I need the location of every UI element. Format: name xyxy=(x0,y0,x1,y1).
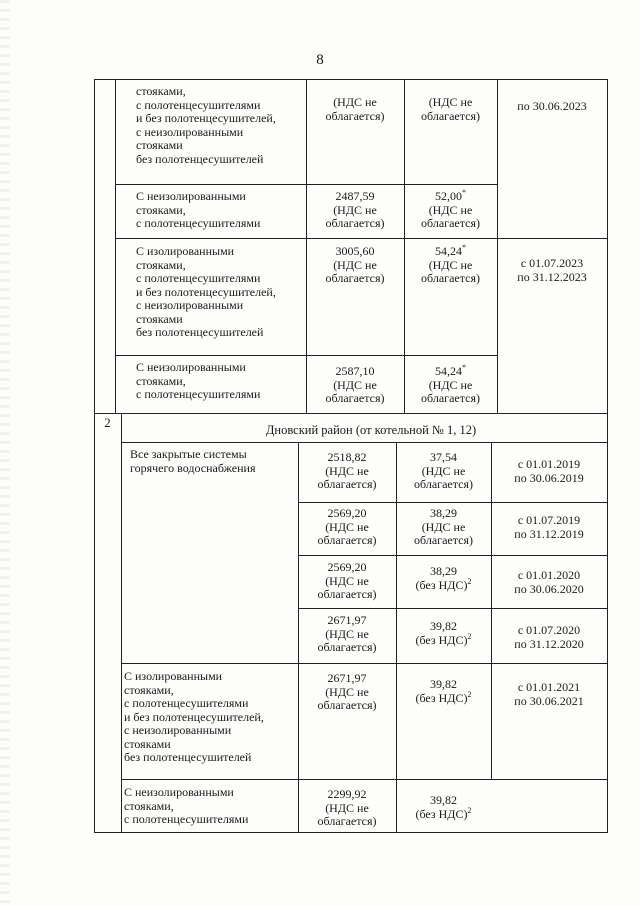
footnote-mark: 2 xyxy=(467,689,472,699)
table-row-divider xyxy=(298,555,608,556)
heat-value: 39,82 (без НДС) xyxy=(415,677,468,705)
heat-value: 38,29 (НДС не облагается) xyxy=(414,506,473,547)
heat-value: 52,00 xyxy=(435,189,462,203)
price-cell: 3005,60 (НДС не облагается) xyxy=(325,244,385,285)
footnote-mark: 2 xyxy=(467,805,472,815)
heat-value: 37,54 (НДС не облагается) xyxy=(414,450,473,491)
table-row-divider xyxy=(115,238,608,239)
footnote-mark: * xyxy=(462,363,466,372)
heat-cell xyxy=(396,617,491,650)
row-description: Все закрытые системы горячего водоснабжения xyxy=(130,447,256,475)
heat-note: (НДС не облагается) xyxy=(421,377,480,405)
page-number: 8 xyxy=(316,52,324,68)
row-description: С неизолированными стояками, с полотенцесушителями xyxy=(124,785,249,826)
heat-value: 54,24 xyxy=(435,244,462,258)
scan-edge-artifact xyxy=(0,0,10,905)
footnote-mark: 2 xyxy=(467,631,472,641)
heat-cell: (НДС не облагается) xyxy=(421,95,480,123)
price-cell: 2518,82 (НДС не облагается) xyxy=(317,450,377,491)
price-cell: 2299,92 (НДС не облагается) xyxy=(317,787,377,828)
heat-value: 39,82 (без НДС) xyxy=(415,619,468,647)
footnote-mark: * xyxy=(462,243,466,252)
price-cell: 2671,97 (НДС не облагается) xyxy=(317,671,377,712)
footnote-mark: * xyxy=(462,188,466,197)
table-col-divider xyxy=(497,79,498,413)
heat-note: (НДС не облагается) xyxy=(421,257,480,285)
table-col-divider xyxy=(115,79,116,413)
table-border-top xyxy=(94,79,608,80)
heat-cell xyxy=(404,187,497,234)
heat-note: (НДС не облагается) xyxy=(421,202,480,230)
table-row-divider xyxy=(298,502,608,503)
table-row-divider xyxy=(298,608,608,609)
period-cell: с 01.01.2019 по 30.06.2019 xyxy=(514,457,584,485)
table-border-right xyxy=(607,79,608,833)
table-row-divider xyxy=(121,442,608,443)
footnote-mark: 2 xyxy=(467,576,472,586)
period-cell: с 01.07.2023 по 31.12.2023 xyxy=(517,256,587,284)
row-description: стояками, с полотенцесушителями и без полотенцесушителей, с неизолированными стояками без полотенцесушителей xyxy=(136,84,276,166)
heat-cell xyxy=(396,562,491,595)
region-title: Дновский район (от котельной № 1, 12) xyxy=(265,423,477,437)
table-col-divider xyxy=(491,442,492,779)
table-border-bottom xyxy=(94,832,608,833)
row-description: С неизолированными стояками, с полотенцесушителями xyxy=(136,360,261,401)
table-border-left xyxy=(94,79,95,833)
price-cell: 2569,20 (НДС не облагается) xyxy=(317,560,377,601)
period-cell: с 01.07.2019 по 31.12.2019 xyxy=(514,513,584,541)
table-row-divider xyxy=(94,413,608,414)
price-cell: 2671,97 (НДС не облагается) xyxy=(317,613,377,654)
price-cell: 2487,59 (НДС не облагается) xyxy=(325,189,385,230)
price-cell: (НДС не облагается) xyxy=(325,95,385,123)
period-cell: с 01.07.2020 по 31.12.2020 xyxy=(514,623,584,651)
heat-cell xyxy=(404,362,497,409)
price-cell: 2587,10 (НДС не облагается) xyxy=(325,364,385,405)
heat-cell xyxy=(396,791,491,824)
heat-value: 39,82 (без НДС) xyxy=(415,793,468,821)
heat-cell xyxy=(396,675,491,708)
heat-cell xyxy=(404,242,497,289)
table-col-divider xyxy=(121,413,122,833)
period-cell: по 30.06.2023 xyxy=(517,99,587,113)
heat-value: 38,29 (без НДС) xyxy=(415,564,468,592)
heat-value: 54,24 xyxy=(435,364,462,378)
price-cell: 2569,20 (НДС не облагается) xyxy=(317,506,377,547)
period-cell: с 01.01.2021 по 30.06.2021 xyxy=(514,680,584,708)
row-description: С неизолированными стояками, с полотенцесушителями xyxy=(136,189,261,230)
row-description: С изолированными стояками, с полотенцесушителями и без полотенцесушителей, с неизолированными стояками без полотенцесушителей xyxy=(136,244,276,339)
table-row-divider xyxy=(121,663,608,664)
table-row-divider xyxy=(121,779,608,780)
heat-cell xyxy=(396,448,491,495)
row-description: С изолированными стояками, с полотенцесушителями и без полотенцесушителей, с неизолированными стояками без полотенцесушителей xyxy=(124,669,264,764)
table-row-divider xyxy=(115,184,497,185)
table-row-divider xyxy=(115,355,497,356)
heat-cell xyxy=(396,504,491,551)
section-number: 2 xyxy=(104,415,111,430)
period-cell: с 01.01.2020 по 30.06.2020 xyxy=(514,568,584,596)
